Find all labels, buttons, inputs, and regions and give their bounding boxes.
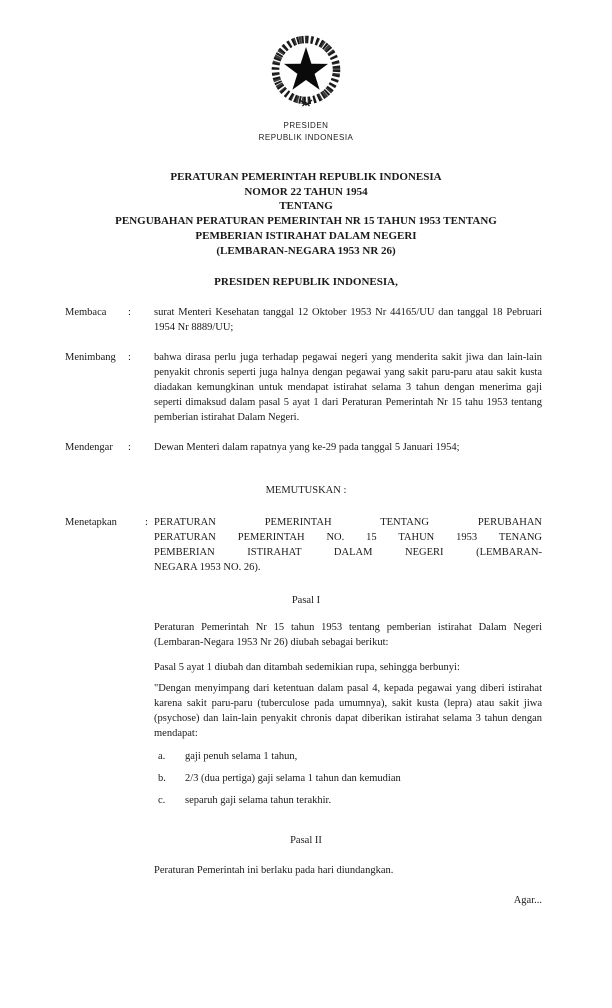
pasal-1-heading: Pasal I [291,595,321,607]
emblem-org-line2: REPUBLIK INDONESIA [258,133,354,142]
list-item-a [158,749,542,764]
clause-text: bahwa dirasa perlu juga terhadap pegawai negeri yang menderita sakit jiwa dan lain-lain penyakit chronis seperti juga halnya dengan pegawai yang sakit paru-paru atau sakit kusta diadakan kemungkinan untuk mendapat istirahat selama 3 tahun dengan menerima gaji seperti dimaksud dalam pasal 5 ayat 1 dari Peraturan Pemerintah Nr 15 tahu 1953 tentang pemberian istirahat Dalam Negeri. [154,352,542,424]
clause-label: Membaca [65,307,107,319]
list-item-text: gaji penuh selama 1 tahun, [185,751,298,763]
pasal-2-heading: Pasal II [290,835,322,847]
clause-colon: : [128,442,131,454]
issuer-heading: PRESIDEN REPUBLIK INDONESIA, [214,276,398,289]
clause-colon: : [128,352,131,364]
document-title-line-3: TENTANG [279,200,333,213]
list-marker: b. [158,773,166,785]
preamble-section [65,305,542,455]
document-title-line-5: PEMBERIAN ISTIRAHAT DALAM NEGERI [195,229,417,242]
pasal-1-paragraph-1: Peraturan Pemerintah Nr 15 tahun 1953 tentang pemberian istirahat Dalam Negeri (Lembaran-Negara 1953 Nr 26) diubah sebagai berikut: [154,622,542,649]
clause-membaca [65,305,542,335]
menetapkan-line-4: NEGARA 1953 NO. 26). [154,562,261,574]
emblem-block [0,0,612,144]
list-item-text: separuh gaji selama tahun terakhir. [185,795,332,807]
clause-label: Menimbang [65,352,116,364]
clause-colon: : [128,307,131,319]
clause-menimbang [65,350,542,425]
menetapkan-line-3: PEMBERIAN ISTIRAHAT DALAM NEGERI (LEMBARAN- [154,547,542,559]
pasal-1-paragraph-3: "Dengan menyimpang dari ketentuan dalam pasal 4, kepada pegawai yang diberi istirahat karena sakit paru-paru (tuberculose pada umumnya), sakit kusta (lepra) atau sakit jiwa (psychose) dan lain-lain penyakit chronis dapat diberikan istirahat selama 3 tahun dengan mendapat: [154,683,542,740]
pasal-1-body [65,620,542,808]
clause-menetapkan [65,515,542,575]
benefit-list [154,749,542,808]
list-item-c [158,793,542,808]
document-title [0,170,612,258]
list-marker: c. [158,795,166,807]
memutuskan-heading: MEMUTUSKAN : [265,485,347,497]
emblem-caption [0,120,612,144]
star-wreath-emblem-icon [263,33,349,109]
clause-colon: : [145,517,148,529]
clause-text: surat Menteri Kesehatan tanggal 12 Oktober 1953 Nr 44165/UU dan tanggal 18 Pebruari 1954 Nr 8889/UU; [154,307,542,334]
menetapkan-section [65,515,542,575]
continuation-marker: Agar... [513,895,542,907]
document-title-line-2: NOMOR 22 TAHUN 1954 [244,185,368,198]
list-marker: a. [158,751,166,763]
menetapkan-line-2: PERATURAN PEMERINTAH NO. 15 TAHUN 1953 TENANG [154,532,542,544]
document-title-line-4: PENGUBAHAN PERATURAN PEMERINTAH NR 15 TAHUN 1953 TENTANG [115,215,497,228]
pasal-2-paragraph: Peraturan Pemerintah ini berlaku pada hari diundangkan. [154,865,394,877]
clause-label: Menetapkan [65,517,117,529]
document-title-line-6: (LEMBARAN-NEGARA 1953 NR 26) [216,244,396,257]
pasal-2-body [65,863,542,908]
list-item-b [158,771,542,786]
emblem-org-line1: PRESIDEN [283,121,329,130]
clause-text: Dewan Menteri dalam rapatnya yang ke-29 pada tanggal 5 Januari 1954; [154,442,460,454]
list-item-text: 2/3 (dua pertiga) gaji selama 1 tahun dan kemudian [185,773,401,785]
menetapkan-line-1: PERATURAN PEMERINTAH TENTANG PERUBAHAN [154,517,542,529]
clause-mendengar [65,440,542,455]
clause-text [154,515,542,575]
clause-label: Mendengar [65,442,113,454]
document-title-line-1: PERATURAN PEMERINTAH REPUBLIK INDONESIA [170,171,442,183]
pasal-1-paragraph-2: Pasal 5 ayat 1 diubah dan ditambah sedemikian rupa, sehingga berbunyi: [154,662,460,674]
